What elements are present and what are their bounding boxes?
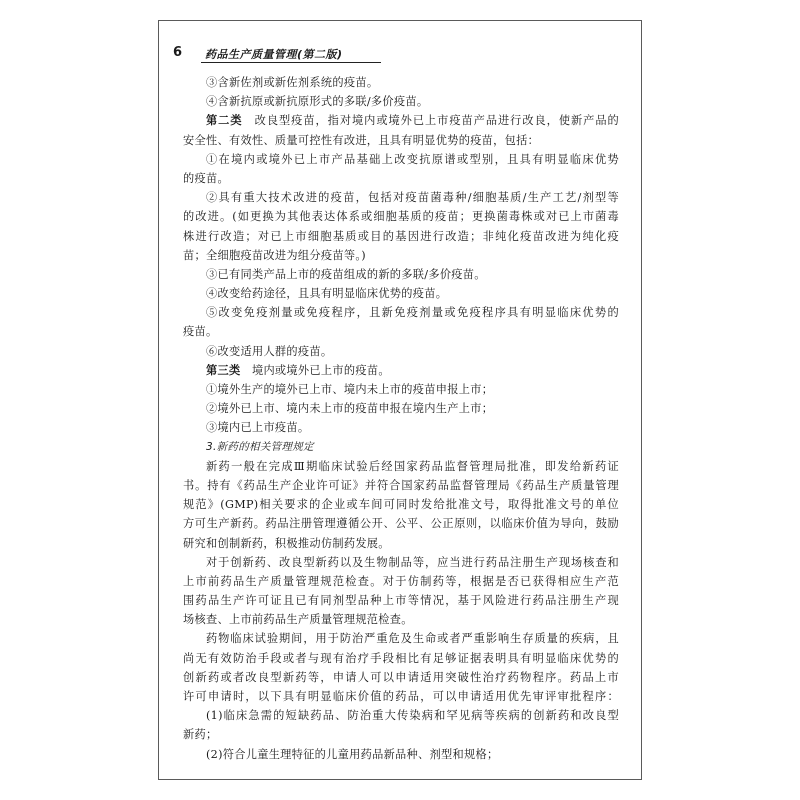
line-text: 药物临床试验期间，用于防治严重危及生命或者严重影响生存质量的疾病，且 <box>206 632 619 646</box>
line-text: ①境外生产的境外已上市、境内未上市的疫苗申报上市； <box>206 383 494 396</box>
line-text: 上市前药品生产质量管理规范检查。对于仿制药等，根据是否已获得相应生产范 <box>183 574 619 588</box>
text-line <box>183 111 619 130</box>
line-text: ①在境内或境外已上市产品基础上改变抗原谱或型别，且具有明显临床优势 <box>206 152 619 166</box>
line-text: 对于创新药、改良型新药以及生物制品等，应当进行药品注册生产现场核查和 <box>206 555 619 569</box>
line-text: 新药； <box>183 728 218 742</box>
header-rule <box>201 62 381 63</box>
text-line <box>183 303 619 322</box>
text-line <box>183 591 619 610</box>
line-text: ②境外已上市、境内未上市的疫苗申报在境内生产上市； <box>206 402 494 416</box>
text-line <box>183 457 619 476</box>
text-line <box>183 706 619 725</box>
text-line <box>183 73 619 92</box>
text-line <box>183 572 619 591</box>
line-text: 的疫苗。 <box>183 171 229 185</box>
text-line <box>183 284 619 303</box>
line-text: 境内或境外已上市的疫苗。 <box>240 363 390 377</box>
line-text: ④改变给药途径，且具有明显临床优势的疫苗。 <box>206 287 448 301</box>
text-line <box>183 227 619 246</box>
line-text: 新药一般在完成Ⅲ期临床试验后经国家药品监督管理局批准，即发给新药证 <box>206 459 619 473</box>
line-text: ⑤改变免疫剂量或免疫程序，且新免疫剂量或免疫程序具有明显临床优势的 <box>206 306 619 320</box>
text-line <box>183 476 619 495</box>
text-line <box>183 380 619 399</box>
line-text: ④含新抗原或新抗原形式的多联/多价疫苗。 <box>206 95 429 109</box>
text-line <box>183 342 619 361</box>
text-line <box>183 399 619 418</box>
line-text: 研究和创制新药，积极推动仿制药发展。 <box>183 536 390 550</box>
line-text: 的改进。(如更换为其他表达体系或细胞基质的疫苗；更换菌毒株或对已上市菌毒 <box>183 210 619 224</box>
category-label: 第三类 <box>206 362 241 377</box>
text-line <box>183 150 619 169</box>
line-text: 创新药或者改良型新药等，申请人可以申请适用突破性治疗药物程序。药品上市 <box>183 670 619 684</box>
line-text: 围药品生产许可证且已有同剂型品种上市等情况，基于风险进行药品注册生产现 <box>183 594 619 608</box>
line-text: 苗；全细胞疫苗改进为组分疫苗等。) <box>183 248 366 262</box>
line-text: ③已有同类产品上市的疫苗组成的新的多联/多价疫苗。 <box>206 267 486 281</box>
line-text: 场核查、上市前药品生产质量管理规范检查。 <box>183 613 413 627</box>
text-line <box>183 687 619 706</box>
text-line <box>183 418 619 437</box>
line-text: ⑥改变适用人群的疫苗。 <box>206 344 333 358</box>
line-text: 尚无有效防治手段或者与现有治疗手段相比有足够证据表明具有明显临床优势的 <box>183 651 619 665</box>
text-line <box>183 514 619 533</box>
line-text: ③含新佐剂或新佐剂系统的疫苗。 <box>206 76 379 89</box>
text-line <box>183 188 619 207</box>
line-text: 方可生产新药。药品注册管理遵循公开、公平、公正原则，以临床价值为导向，鼓励 <box>183 517 619 531</box>
text-line <box>183 207 619 226</box>
text-line <box>183 169 619 188</box>
text-line <box>183 361 619 380</box>
category-label: 第二类 <box>206 113 243 128</box>
text-line <box>183 610 619 629</box>
text-line <box>183 322 619 341</box>
text-line <box>183 725 619 744</box>
text-line <box>183 629 619 648</box>
line-text: 规范》(GMP)相关要求的企业或车间可同时发给批准文号，取得批准文号的单位 <box>183 498 619 512</box>
line-text: 改良型疫苗，指对境内或境外已上市疫苗产品进行改良，使新产品的 <box>242 114 619 128</box>
text-line <box>183 131 619 150</box>
text-line <box>183 265 619 284</box>
line-text: ②具有重大技术改进的疫苗，包括对疫苗菌毒种/细胞基质/生产工艺/剂型等 <box>206 191 619 205</box>
section-heading <box>183 438 619 457</box>
line-text: 安全性、有效性、质量可控性有改进，且具有明显优势的疫苗，包括： <box>183 133 540 147</box>
line-text: (2)符合儿童生理特征的儿童用药品新品种、剂型和规格； <box>206 747 499 761</box>
line-text: 许可申请时，以下具有明显临床价值的药品，可以申请适用优先审评审批程序： <box>183 690 619 703</box>
text-line <box>183 92 619 111</box>
line-text: 疫苗。 <box>183 325 218 339</box>
text-line <box>183 553 619 572</box>
text-line <box>183 649 619 668</box>
line-text: 3.新药的相关管理规定 <box>206 440 314 453</box>
body-text <box>183 73 619 764</box>
text-line <box>183 668 619 687</box>
book-page <box>158 20 642 780</box>
line-text: ③境内已上市疫苗。 <box>206 421 310 435</box>
line-text: 书。持有《药品生产企业许可证》并符合国家药品监督管理局《药品生产质量管理 <box>183 478 619 492</box>
line-text: 株进行改造；对已上市细胞基质或目的基因进行改造；非纯化疫苗改进为纯化疫 <box>183 229 619 243</box>
text-line <box>183 534 619 553</box>
running-title: 药品生产质量管理(第二版) <box>205 48 343 61</box>
text-line <box>183 495 619 514</box>
page-number: 6 <box>173 45 183 60</box>
page-header <box>173 43 473 63</box>
text-line <box>183 246 619 265</box>
line-text: (1)临床急需的短缺药品、防治重大传染病和罕见病等疾病的创新药和改良型 <box>206 709 619 723</box>
text-line <box>183 745 619 764</box>
